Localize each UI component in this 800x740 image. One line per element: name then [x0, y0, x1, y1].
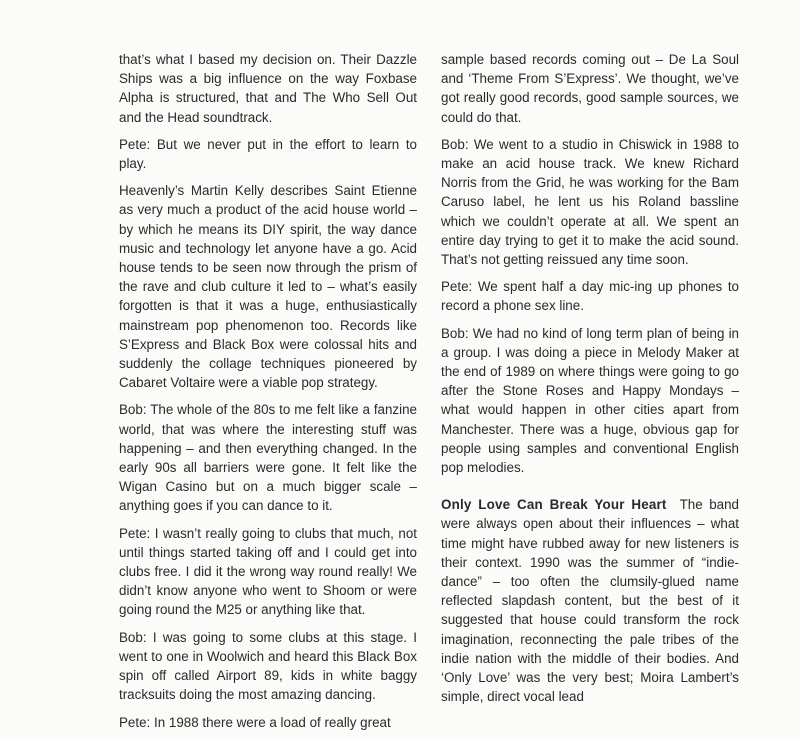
- paragraph: Bob: We had no kind of long term plan of being in a group. I was doing a piece in Melody Maker at the end of 1989 on where things were going to go after the Stone Roses and Happy Mondays – what would happen in other cities apart from Manchester. There was a huge, obvious gap for people using samples and conventional English pop melodies.: [441, 325, 739, 476]
- paragraph: sample based records coming out – De La Soul and ‘Theme From S’Express’. We thought, we’ve got really good records, good sample sources, we could do that.: [441, 52, 739, 125]
- section-paragraph: [441, 495, 739, 706]
- section-text: The band were always open about their influences – what time might have rubbed away for new listeners is their context. 1990 was the summer of “indie-dance” – too often the clumsily-glued name reflected slapdash content, but the best of it suggested that house could transform the rock imagination, reconnecting the pale tribes of the indie nation with the middle of their bodies. And ‘Only Love’ was the very best; Moira Lambert’s simple, direct vocal lead: [441, 497, 739, 705]
- paragraph: Pete: In 1988 there were a load of really great: [119, 714, 391, 730]
- paragraph: Pete: We spent half a day mic-ing up phones to record a phone sex line.: [441, 279, 739, 314]
- paragraph: Bob: I was going to some clubs at this stage. I went to one in Woolwich and heard this Black Box spin off called Airport 89, kids in white baggy tracksuits doing the most amazing dancing.: [119, 629, 417, 703]
- paragraph: Pete: But we never put in the effort to learn to play.: [119, 136, 417, 172]
- paragraph: Heavenly’s Martin Kelly describes Saint Etienne as very much a product of the acid house world – by which he means its DIY spirit, the way dance music and technology let anyone have a go. Acid house tends to be seen now through the prism of the rave and club culture it led to – what’s easily forgotten is that it was a huge, enthusiastically mainstream pop phenomenon too. Records like S’Express and Black Box were colossal hits and suddenly the collage techniques pioneered by Cabaret Voltaire were a viable pop strategy.: [119, 183, 417, 391]
- paragraph: Bob: We went to a studio in Chiswick in 1988 to make an acid house track. We knew Richard Norris from the Grid, he was working for the Bam Caruso label, he lent us his Roland bassline which we couldn’t operate at all. We spent an entire day trying to get it to make the acid sound. That’s not getting reissued any time soon.: [441, 136, 739, 268]
- paragraph: Bob: The whole of the 80s to me felt like a fanzine world, that was where the interesting stuff was happening – and then everything changed. In the early 90s all barriers were gone. It felt like the Wigan Casino but on a much bigger scale – anything goes if you can dance to it.: [119, 402, 417, 514]
- paragraph: Pete: I wasn’t really going to clubs that much, not until things started taking off and I could get into clubs free. I did it the wrong way round really! We didn’t know anyone who went to Shoom or were going round the M25 or anything like that.: [119, 525, 417, 618]
- paragraph: that’s what I based my decision on. Their Dazzle Ships was a big influence on the way Foxbase Alpha is structured, that and The Who Sell Out and the Head soundtrack.: [119, 52, 417, 125]
- right-column: [441, 50, 739, 715]
- section-heading: Only Love Can Break Your Heart: [441, 497, 667, 513]
- left-column: [119, 50, 417, 740]
